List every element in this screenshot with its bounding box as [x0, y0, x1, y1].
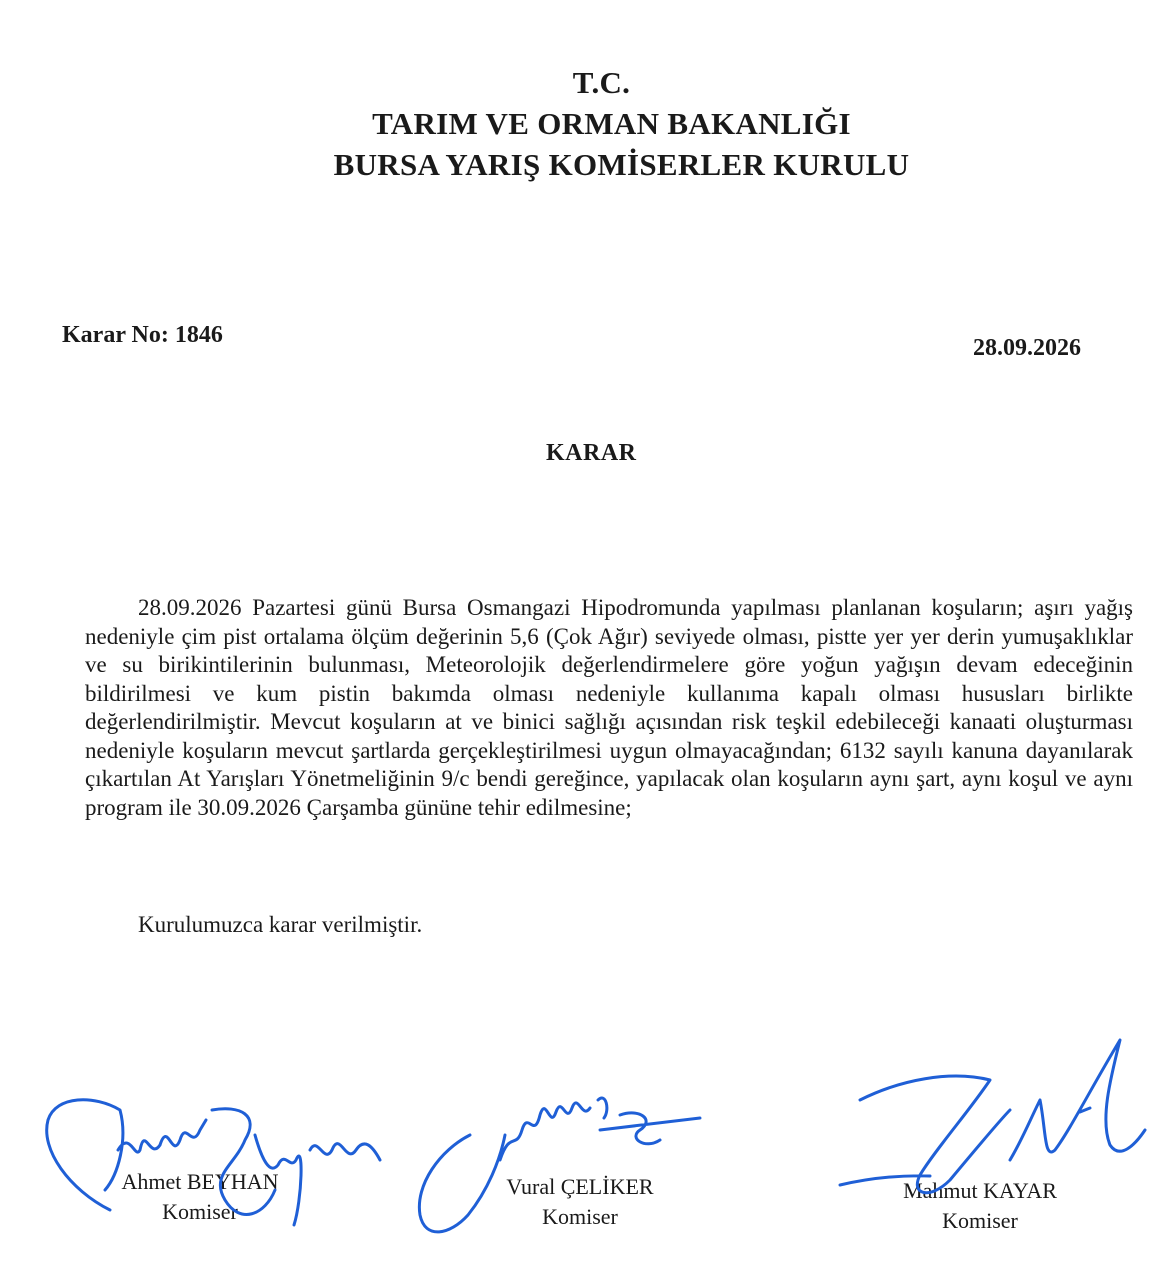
signature-3-handwritten	[840, 1040, 1145, 1193]
document-title: KARAR	[546, 440, 637, 466]
signatory-name: Mahmut KAYAR	[903, 1178, 1057, 1203]
signatory-name: Vural ÇELİKER	[506, 1174, 654, 1199]
decision-date: 28.09.2026	[973, 335, 1081, 361]
decision-paragraph: 28.09.2026 Pazartesi günü Bursa Osmangazi Hipodromunda yapılması planlanan koşuların; aşırı yağış nedeniyle çim pist ortalama ölçüm değerinin 5,6 (Çok Ağır) seviyede olması, pistte yer yer derin yumuşaklıklar ve su birikintilerinin bulunması, Meteorolojik değerlendirmelere göre yoğun yağışın devam edeceğinin bildirilmesi ve kum pistin bakımda olması nedeniyle kullanıma kapalı olması hususları birlikte değerlendirilmiştir. Mevcut koşuların at ve binici sağlığı açısından risk teşkil edebileceği kanaati oluşturması nedeniyle koşuların mevcut şartlarda gerçekleştirilmesi uygun olmayacağından; 6132 sayılı kanuna dayanılarak çıkartılan At Yarışları Yönetmeliğinin 9/c bendi gereğince, yapılacak olan koşuların aynı şart, aynı koşul ve aynı program ile 30.09.2026 Çarşamba gününe tehir edilmesine;	[85, 595, 1133, 820]
letterhead	[0, 62, 1163, 185]
letterhead-line-2: TARIM VE ORMAN BAKANLIĞI	[372, 106, 851, 141]
letterhead-line-1: T.C.	[572, 65, 631, 100]
letterhead-line-3: BURSA YARIŞ KOMİSERLER KURULU	[333, 147, 910, 182]
signatory-role: Komiser	[542, 1204, 618, 1229]
signatory-name: Ahmet BEYHAN	[121, 1169, 279, 1194]
closing-sentence: Kurulumuzca karar verilmiştir.	[138, 912, 423, 937]
signatory-2	[470, 1172, 690, 1232]
signatory-3	[860, 1176, 1100, 1236]
decision-number: Karar No: 1846	[62, 322, 223, 348]
signatory-role: Komiser	[162, 1199, 238, 1224]
signatory-1	[90, 1167, 310, 1227]
signatory-role: Komiser	[942, 1208, 1018, 1233]
